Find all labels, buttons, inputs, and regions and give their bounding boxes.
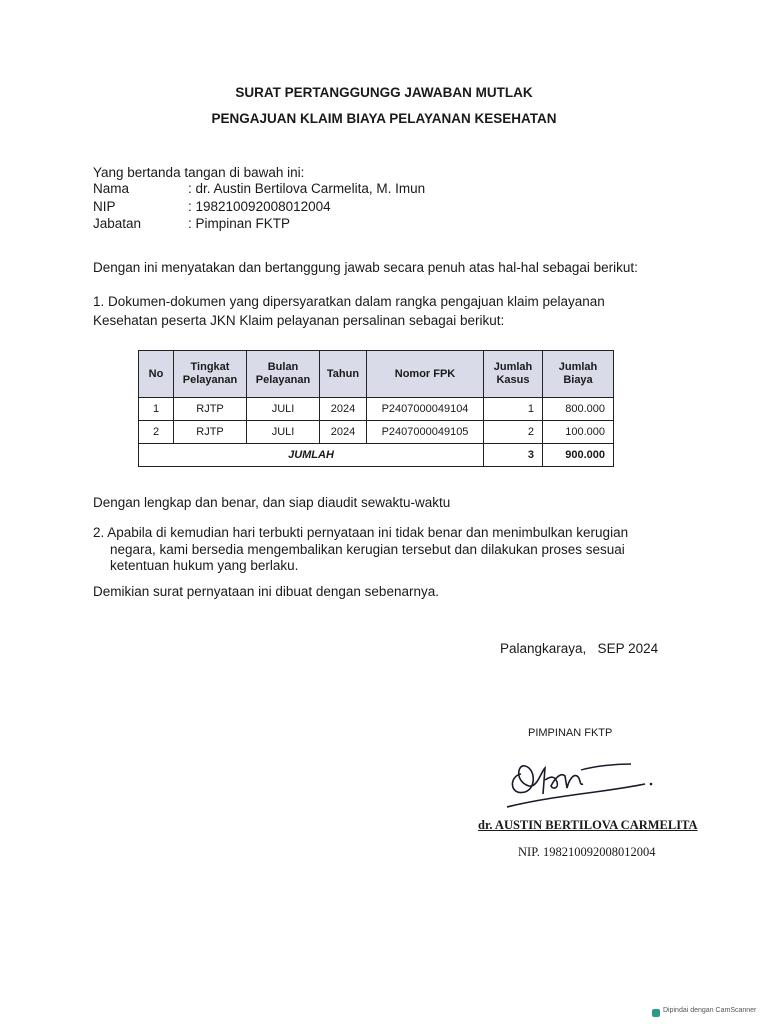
cell-no: 2	[139, 421, 174, 444]
after-table-text: Dengan lengkap dan benar, dan siap diaudit sewaktu-waktu	[93, 495, 451, 510]
cell-kasus: 2	[484, 421, 543, 444]
cell-tingkat: RJTP	[174, 421, 247, 444]
scanner-watermark: Dipindai dengan CamScanner	[663, 1007, 757, 1014]
header-bulan: Bulan Pelayanan	[255, 361, 311, 386]
cell-tingkat: RJTP	[174, 398, 247, 421]
header-no: No	[148, 367, 164, 380]
cell-bulan: JULI	[247, 421, 320, 444]
point2-line1: 2. Apabila di kemudian hari terbukti pernyataan ini tidak benar dan menimbulkan kerugian	[93, 525, 629, 540]
point2-line2: negara, kami bersedia mengembalikan kerugian tersebut dan dilakukan proses sesuai	[110, 542, 625, 557]
cell-tahun: 2024	[320, 398, 367, 421]
identity-label-jabatan: Jabatan	[93, 216, 142, 231]
cell-biaya: 100.000	[543, 421, 614, 444]
point2-line3: ketentuan hukum yang berlaku.	[110, 558, 299, 573]
table-total-row	[139, 444, 614, 467]
header-nomor-fpk: Nomor FPK	[394, 367, 456, 380]
cell-nomor-fpk: P2407000049105	[367, 421, 484, 444]
identity-label-nama: Nama	[93, 181, 130, 196]
total-kasus: 3	[484, 444, 543, 467]
point1-line1: 1. Dokumen-dokumen yang dipersyaratkan dalam rangka pengajuan klaim pelayanan	[93, 294, 605, 309]
cell-biaya: 800.000	[543, 398, 614, 421]
signatory-nip: NIP. 198210092008012004	[518, 845, 656, 859]
header-jumlah-kasus: Jumlah Kasus	[493, 361, 533, 386]
cell-bulan: JULI	[247, 398, 320, 421]
identity-label-nip: NIP	[93, 199, 116, 214]
signatory-name: dr. AUSTIN BERTILOVA CARMELITA	[478, 818, 698, 832]
camscanner-icon	[652, 1009, 660, 1017]
intro-text: Yang bertanda tangan di bawah ini:	[93, 165, 305, 180]
document-subtitle: PENGAJUAN KLAIM BIAYA PELAYANAN KESEHATAN	[211, 111, 557, 126]
cell-no: 1	[139, 398, 174, 421]
document-title: SURAT PERTANGGUNGG JAWABAN MUTLAK	[235, 85, 533, 100]
place-date: Palangkaraya, SEP 2024	[500, 641, 659, 656]
signature-role: PIMPINAN FKTP	[528, 727, 613, 739]
identity-value-jabatan: : Pimpinan FKTP	[188, 216, 291, 231]
header-tingkat: Tingkat Pelayanan	[182, 361, 238, 386]
cell-kasus: 1	[484, 398, 543, 421]
table-row	[139, 421, 614, 444]
table-header-row	[139, 351, 614, 398]
claims-table	[138, 350, 614, 467]
total-biaya: 900.000	[543, 444, 614, 467]
cell-nomor-fpk: P2407000049104	[367, 398, 484, 421]
handwritten-signature	[495, 752, 665, 817]
statement-text: Dengan ini menyatakan dan bertanggung jawab secara penuh atas hal-hal sebagai berikut:	[93, 260, 638, 275]
cell-tahun: 2024	[320, 421, 367, 444]
identity-value-nip: : 198210092008012004	[188, 199, 331, 214]
header-jumlah-biaya: Jumlah Biaya	[558, 361, 598, 386]
identity-value-nama: : dr. Austin Bertilova Carmelita, M. Imun	[188, 181, 426, 196]
header-tahun: Tahun	[326, 367, 360, 380]
closing-text: Demikian surat pernyataan ini dibuat dengan sebenarnya.	[93, 584, 439, 599]
point1-line2: Kesehatan peserta JKN Klaim pelayanan persalinan sebagai berikut:	[93, 313, 505, 328]
total-label: JUMLAH	[139, 444, 484, 467]
table-row	[139, 398, 614, 421]
